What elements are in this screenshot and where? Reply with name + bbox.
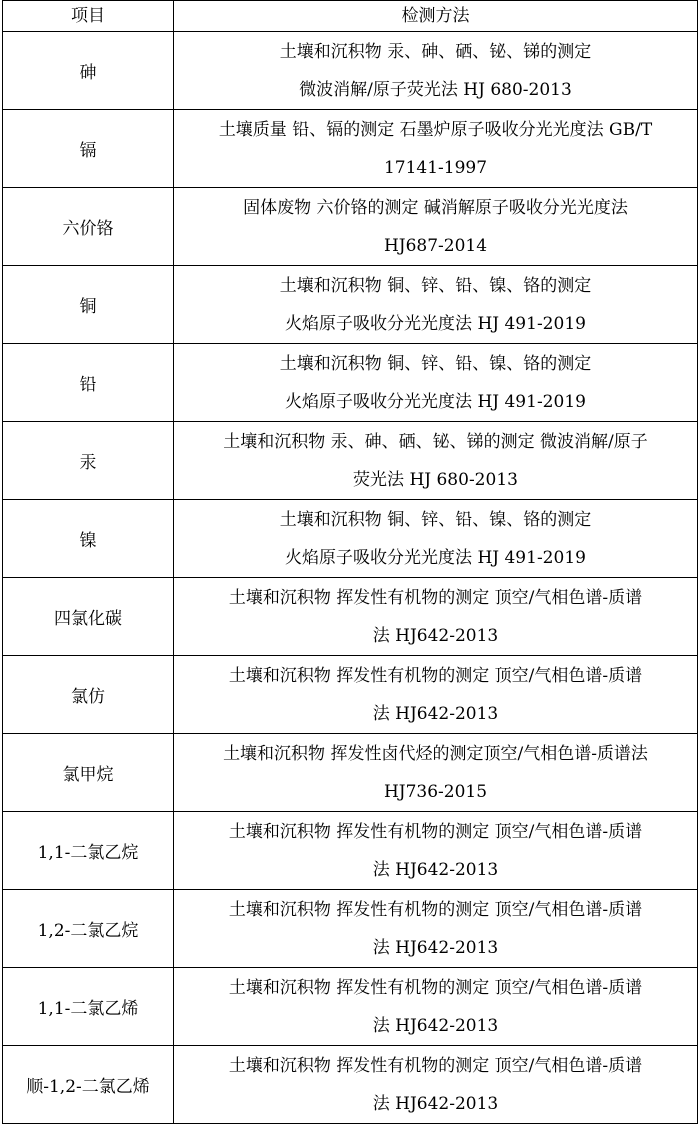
item-cell: 镉	[3, 110, 174, 188]
method-line: HJ687-2014	[383, 235, 488, 256]
method-line: 土壤和沉积物 挥发性有机物的测定 顶空/气相色谱-质谱	[228, 665, 643, 686]
method-line: 荧光法 HJ 680-2013	[353, 469, 518, 490]
method-cell	[174, 188, 698, 266]
table-body	[3, 32, 698, 1124]
table-row	[3, 578, 698, 656]
method-cell	[174, 422, 698, 500]
method-line: 火焰原子吸收分光光度法 HJ 491-2019	[285, 313, 586, 334]
table-row	[3, 344, 698, 422]
table-row	[3, 500, 698, 578]
table-row	[3, 890, 698, 968]
table-row	[3, 110, 698, 188]
item-cell: 1,1-二氯乙烯	[3, 968, 174, 1046]
table-row	[3, 734, 698, 812]
method-line: 土壤和沉积物 挥发性有机物的测定 顶空/气相色谱-质谱	[228, 977, 643, 998]
header-method: 检测方法	[174, 1, 698, 32]
item-cell: 铅	[3, 344, 174, 422]
table-row	[3, 656, 698, 734]
item-cell: 六价铬	[3, 188, 174, 266]
method-line: 法 HJ642-2013	[372, 625, 499, 646]
method-line: 土壤和沉积物 铜、锌、铅、镍、铬的测定	[279, 353, 592, 374]
header-item: 项目	[3, 1, 174, 32]
method-cell	[174, 890, 698, 968]
method-line: 土壤和沉积物 汞、砷、硒、铋、锑的测定	[279, 41, 592, 62]
method-cell	[174, 734, 698, 812]
method-line: 法 HJ642-2013	[372, 1015, 499, 1036]
item-cell: 铜	[3, 266, 174, 344]
table-row	[3, 32, 698, 110]
item-cell: 四氯化碳	[3, 578, 174, 656]
table-row	[3, 188, 698, 266]
method-line: 火焰原子吸收分光光度法 HJ 491-2019	[285, 547, 586, 568]
item-cell: 氯仿	[3, 656, 174, 734]
item-cell: 镍	[3, 500, 174, 578]
method-line: 土壤和沉积物 挥发性有机物的测定 顶空/气相色谱-质谱	[228, 821, 643, 842]
method-line: 土壤和沉积物 铜、锌、铅、镍、铬的测定	[279, 509, 592, 530]
table-row	[3, 266, 698, 344]
table-row	[3, 968, 698, 1046]
item-cell: 顺-1,2-二氯乙烯	[3, 1046, 174, 1124]
method-line: 固体废物 六价铬的测定 碱消解原子吸收分光光度法	[243, 197, 628, 218]
method-line: 土壤和沉积物 挥发性有机物的测定 顶空/气相色谱-质谱	[228, 899, 643, 920]
method-line: HJ736-2015	[383, 781, 488, 802]
method-line: 17141-1997	[383, 157, 488, 178]
detection-methods-table	[2, 0, 698, 1124]
table-row	[3, 422, 698, 500]
method-line: 微波消解/原子荧光法 HJ 680-2013	[299, 79, 572, 100]
item-cell: 氯甲烷	[3, 734, 174, 812]
method-line: 法 HJ642-2013	[372, 703, 499, 724]
method-line: 土壤和沉积物 挥发性有机物的测定 顶空/气相色谱-质谱	[228, 587, 643, 608]
method-cell	[174, 656, 698, 734]
method-line: 土壤和沉积物 汞、砷、硒、铋、锑的测定 微波消解/原子	[223, 431, 648, 452]
method-cell	[174, 344, 698, 422]
method-cell	[174, 500, 698, 578]
method-cell	[174, 266, 698, 344]
method-line: 土壤和沉积物 挥发性有机物的测定 顶空/气相色谱-质谱	[228, 1055, 643, 1076]
table-row	[3, 1046, 698, 1124]
method-line: 法 HJ642-2013	[372, 859, 499, 880]
table-header	[3, 1, 698, 32]
method-line: 法 HJ642-2013	[372, 937, 499, 958]
method-line: 火焰原子吸收分光光度法 HJ 491-2019	[285, 391, 586, 412]
item-cell: 砷	[3, 32, 174, 110]
method-cell	[174, 578, 698, 656]
method-cell	[174, 968, 698, 1046]
method-line: 土壤和沉积物 铜、锌、铅、镍、铬的测定	[279, 275, 592, 296]
method-line: 土壤和沉积物 挥发性卤代烃的测定顶空/气相色谱-质谱法	[223, 743, 648, 764]
method-cell	[174, 1046, 698, 1124]
header-row	[3, 1, 698, 32]
table-row	[3, 812, 698, 890]
method-cell	[174, 812, 698, 890]
item-cell: 汞	[3, 422, 174, 500]
method-cell	[174, 32, 698, 110]
method-cell	[174, 110, 698, 188]
item-cell: 1,1-二氯乙烷	[3, 812, 174, 890]
method-line: 法 HJ642-2013	[372, 1093, 499, 1114]
item-cell: 1,2-二氯乙烷	[3, 890, 174, 968]
method-line: 土壤质量 铅、镉的测定 石墨炉原子吸收分光光度法 GB/T	[218, 119, 653, 140]
